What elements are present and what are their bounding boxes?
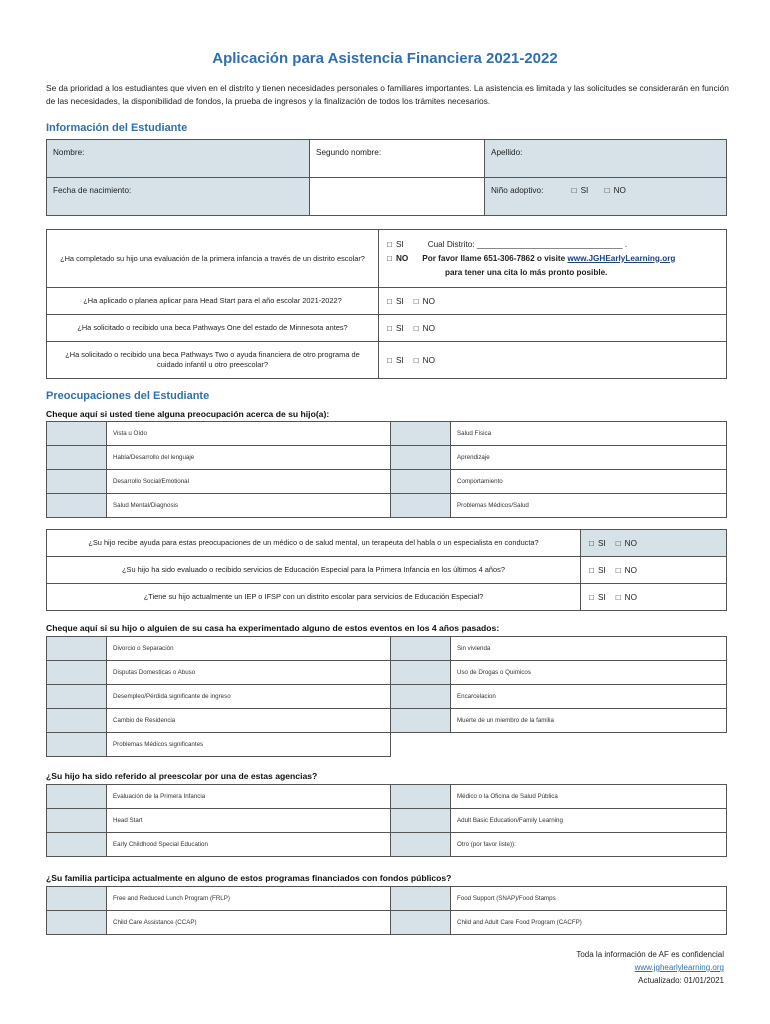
event-label: Disputas Domesticas o Abuso bbox=[107, 661, 391, 685]
appointment-text: para tener una cita lo más pronto posible. bbox=[445, 267, 608, 277]
updated-date: Actualizado: 01/01/2021 bbox=[638, 976, 724, 985]
event-label: Muerte de un miembro de la familia bbox=[451, 709, 727, 733]
pathways-one-si-checkbox[interactable]: □ SI bbox=[387, 323, 404, 333]
nino-adoptivo-label: Niño adoptivo: bbox=[491, 186, 544, 195]
concern-checkbox[interactable] bbox=[391, 422, 451, 446]
event-checkbox[interactable] bbox=[391, 685, 451, 709]
concern-label: Habla/Desarrollo del lenguaje bbox=[107, 446, 391, 470]
concerns-heading: Preocupaciones del Estudiante bbox=[46, 390, 210, 402]
help-no-checkbox[interactable]: □ NO bbox=[615, 538, 637, 548]
pathways-one-no-checkbox[interactable]: □ NO bbox=[413, 323, 435, 333]
referral-label: Adult Basic Education/Family Learning bbox=[451, 809, 727, 833]
program-label: Free and Reduced Lunch Program (FRLP) bbox=[107, 887, 391, 911]
event-checkbox[interactable] bbox=[47, 709, 107, 733]
concern-label: Desarrollo Social/Emotional bbox=[107, 470, 391, 494]
event-checkbox[interactable] bbox=[47, 685, 107, 709]
apellido-field[interactable] bbox=[485, 140, 727, 178]
concerns-subheading: Cheque aquí si usted tiene alguna preocupación acerca de su hijo(a): bbox=[46, 409, 330, 419]
adoptivo-no-checkbox[interactable]: □ NO bbox=[604, 186, 626, 195]
help-questions-table bbox=[46, 529, 727, 611]
adoptivo-si-checkbox[interactable]: □ SI bbox=[571, 186, 589, 195]
referral-checkbox[interactable] bbox=[391, 809, 451, 833]
event-label: Sin vivienda bbox=[451, 637, 727, 661]
question-evaluation: ¿Ha completado su hijo una evaluación de la primera infancia a través de un distrito escolar? bbox=[47, 230, 379, 288]
nombre-field[interactable] bbox=[47, 140, 310, 178]
referral-label: Head Start bbox=[107, 809, 391, 833]
event-label: Cambio de Residencia bbox=[107, 709, 391, 733]
question-iep: ¿Tiene su hijo actualmente un IEP o IFSP con un distrito escolar para servicios de Educación Especial? bbox=[47, 584, 581, 611]
events-heading: Cheque aquí si su hijo o alguien de su casa ha experimentado alguno de estos eventos en los 4 años pasados: bbox=[46, 623, 500, 633]
segundo-nombre-field[interactable] bbox=[310, 140, 485, 178]
program-label: Child Care Assistance (CCAP) bbox=[107, 911, 391, 935]
iep-no-checkbox[interactable]: □ NO bbox=[615, 592, 637, 602]
event-checkbox[interactable] bbox=[391, 661, 451, 685]
referral-heading: ¿Su hijo ha sido referido al preescolar por una de estas agencias? bbox=[46, 771, 318, 781]
help-si-checkbox[interactable]: □ SI bbox=[589, 538, 606, 548]
segundo-nombre-label: Segundo nombre: bbox=[316, 148, 382, 157]
program-label: Child and Adult Care Food Program (CACFP) bbox=[451, 911, 727, 935]
page-title: Aplicación para Asistencia Financiera 2021-2022 bbox=[212, 50, 558, 67]
question-pathways-one: ¿Ha solicitado o recibido una beca Pathways One del estado de Minnesota antes? bbox=[47, 315, 379, 342]
event-checkbox[interactable] bbox=[47, 661, 107, 685]
concern-label: Aprendizaje bbox=[451, 446, 727, 470]
distrito-field[interactable]: Cual Distrito: ________________________________ . bbox=[427, 239, 628, 249]
student-info-heading: Información del Estudiante bbox=[46, 122, 188, 134]
footer bbox=[576, 948, 724, 987]
question-pathways-two: ¿Ha solicitado o recibido una beca Pathways Two o ayuda financiera de otro programa de cuidado infantil u otro preescolar? bbox=[47, 342, 379, 379]
student-info-table bbox=[46, 139, 727, 216]
concern-checkbox[interactable] bbox=[391, 494, 451, 518]
programs-table bbox=[46, 886, 727, 935]
events-table-extra bbox=[46, 732, 391, 757]
concern-label: Comportamiento bbox=[451, 470, 727, 494]
concern-checkbox[interactable] bbox=[47, 446, 107, 470]
events-table bbox=[46, 636, 727, 733]
iep-si-checkbox[interactable]: □ SI bbox=[589, 592, 606, 602]
call-text: Por favor llame 651-306-7862 o visite bbox=[422, 253, 566, 263]
special-ed-no-checkbox[interactable]: □ NO bbox=[615, 565, 637, 575]
concern-checkbox[interactable] bbox=[47, 422, 107, 446]
event-checkbox[interactable] bbox=[391, 637, 451, 661]
apellido-label: Apellido: bbox=[491, 148, 523, 157]
concern-label: Salud Mental/Diagnosis bbox=[107, 494, 391, 518]
event-label: Problemas Médicos significantes bbox=[107, 733, 391, 757]
concern-checkbox[interactable] bbox=[391, 446, 451, 470]
question-special-ed: ¿Su hijo ha sido evaluado o recibido servicios de Educación Especial para la Primera Infancia en los últimos 4 años? bbox=[47, 557, 581, 584]
event-checkbox[interactable] bbox=[47, 733, 107, 757]
eval-si-checkbox[interactable]: □ SI bbox=[387, 239, 404, 249]
special-ed-si-checkbox[interactable]: □ SI bbox=[589, 565, 606, 575]
concern-checkbox[interactable] bbox=[391, 470, 451, 494]
program-checkbox[interactable] bbox=[391, 887, 451, 911]
event-checkbox[interactable] bbox=[391, 709, 451, 733]
footer-link[interactable]: www.jghearlylearning.org bbox=[634, 963, 724, 972]
event-label: Divorcio o Separación bbox=[107, 637, 391, 661]
concern-label: Vista u Oído bbox=[107, 422, 391, 446]
referral-label: Early Childhood Special Education bbox=[107, 833, 391, 857]
question-help: ¿Su hijo recibe ayuda para estas preocupaciones de un médico o de salud mental, un terapeuta del habla o un especialista en conducta? bbox=[47, 530, 581, 557]
fecha-nacimiento-label: Fecha de nacimiento: bbox=[53, 186, 132, 195]
event-checkbox[interactable] bbox=[47, 637, 107, 661]
referral-label: Otro (por favor liste)): bbox=[451, 833, 727, 857]
concern-label: Salud Física bbox=[451, 422, 727, 446]
referral-label: Evaluación de la Primera Infancia bbox=[107, 785, 391, 809]
referral-checkbox[interactable] bbox=[391, 833, 451, 857]
event-label: Uso de Drogas o Quimicos bbox=[451, 661, 727, 685]
question-head-start: ¿Ha aplicado o planea aplicar para Head Start para el año escolar 2021-2022? bbox=[47, 288, 379, 315]
event-label: Desempleo/Pérdida significante de ingreso bbox=[107, 685, 391, 709]
fecha-nacimiento-field[interactable] bbox=[47, 178, 310, 216]
referral-checkbox[interactable] bbox=[391, 785, 451, 809]
confidential-note: Toda la información de AF es confidencial bbox=[576, 950, 724, 959]
head-start-no-checkbox[interactable]: □ NO bbox=[413, 296, 435, 306]
pathways-two-no-checkbox[interactable]: □ NO bbox=[413, 355, 435, 365]
referral-checkbox[interactable] bbox=[47, 809, 107, 833]
concerns-table bbox=[46, 421, 727, 518]
referral-label: Médico o la Oficina de Salud Pública bbox=[451, 785, 727, 809]
referral-checkbox[interactable] bbox=[47, 785, 107, 809]
program-label: Food Support (SNAP)/Food Stamps bbox=[451, 887, 727, 911]
nombre-label: Nombre: bbox=[53, 148, 85, 157]
concern-checkbox[interactable] bbox=[47, 494, 107, 518]
website-link[interactable]: www.JGHEarlyLearning.org bbox=[567, 253, 676, 263]
programs-heading: ¿Su familia participa actualmente en alguno de estos programas financiados con fondos públicos? bbox=[46, 873, 452, 883]
evaluation-questions-table bbox=[46, 229, 727, 379]
referral-checkbox[interactable] bbox=[47, 833, 107, 857]
program-checkbox[interactable] bbox=[47, 887, 107, 911]
program-checkbox[interactable] bbox=[47, 911, 107, 935]
head-start-si-checkbox[interactable]: □ SI bbox=[387, 296, 404, 306]
concern-checkbox[interactable] bbox=[47, 470, 107, 494]
blank-cell bbox=[310, 178, 485, 216]
program-checkbox[interactable] bbox=[391, 911, 451, 935]
event-label: Encarcelacion bbox=[451, 685, 727, 709]
eval-no-checkbox[interactable]: □ NO bbox=[387, 253, 409, 263]
intro-text: Se da prioridad a los estudiantes que viven en el distrito y tienen necesidades personales o familiares importantes. La asistencia es limitada y las solicitudes se considerarán en función de las necesidades, la disponibilidad de fondos, la prueba de ingresos y la finalización de todos los trámites necesarios. bbox=[46, 83, 729, 106]
nino-adoptivo-field bbox=[485, 178, 727, 216]
pathways-two-si-checkbox[interactable]: □ SI bbox=[387, 355, 404, 365]
concern-label: Problemas Médicos/Salud bbox=[451, 494, 727, 518]
referral-table bbox=[46, 784, 727, 857]
